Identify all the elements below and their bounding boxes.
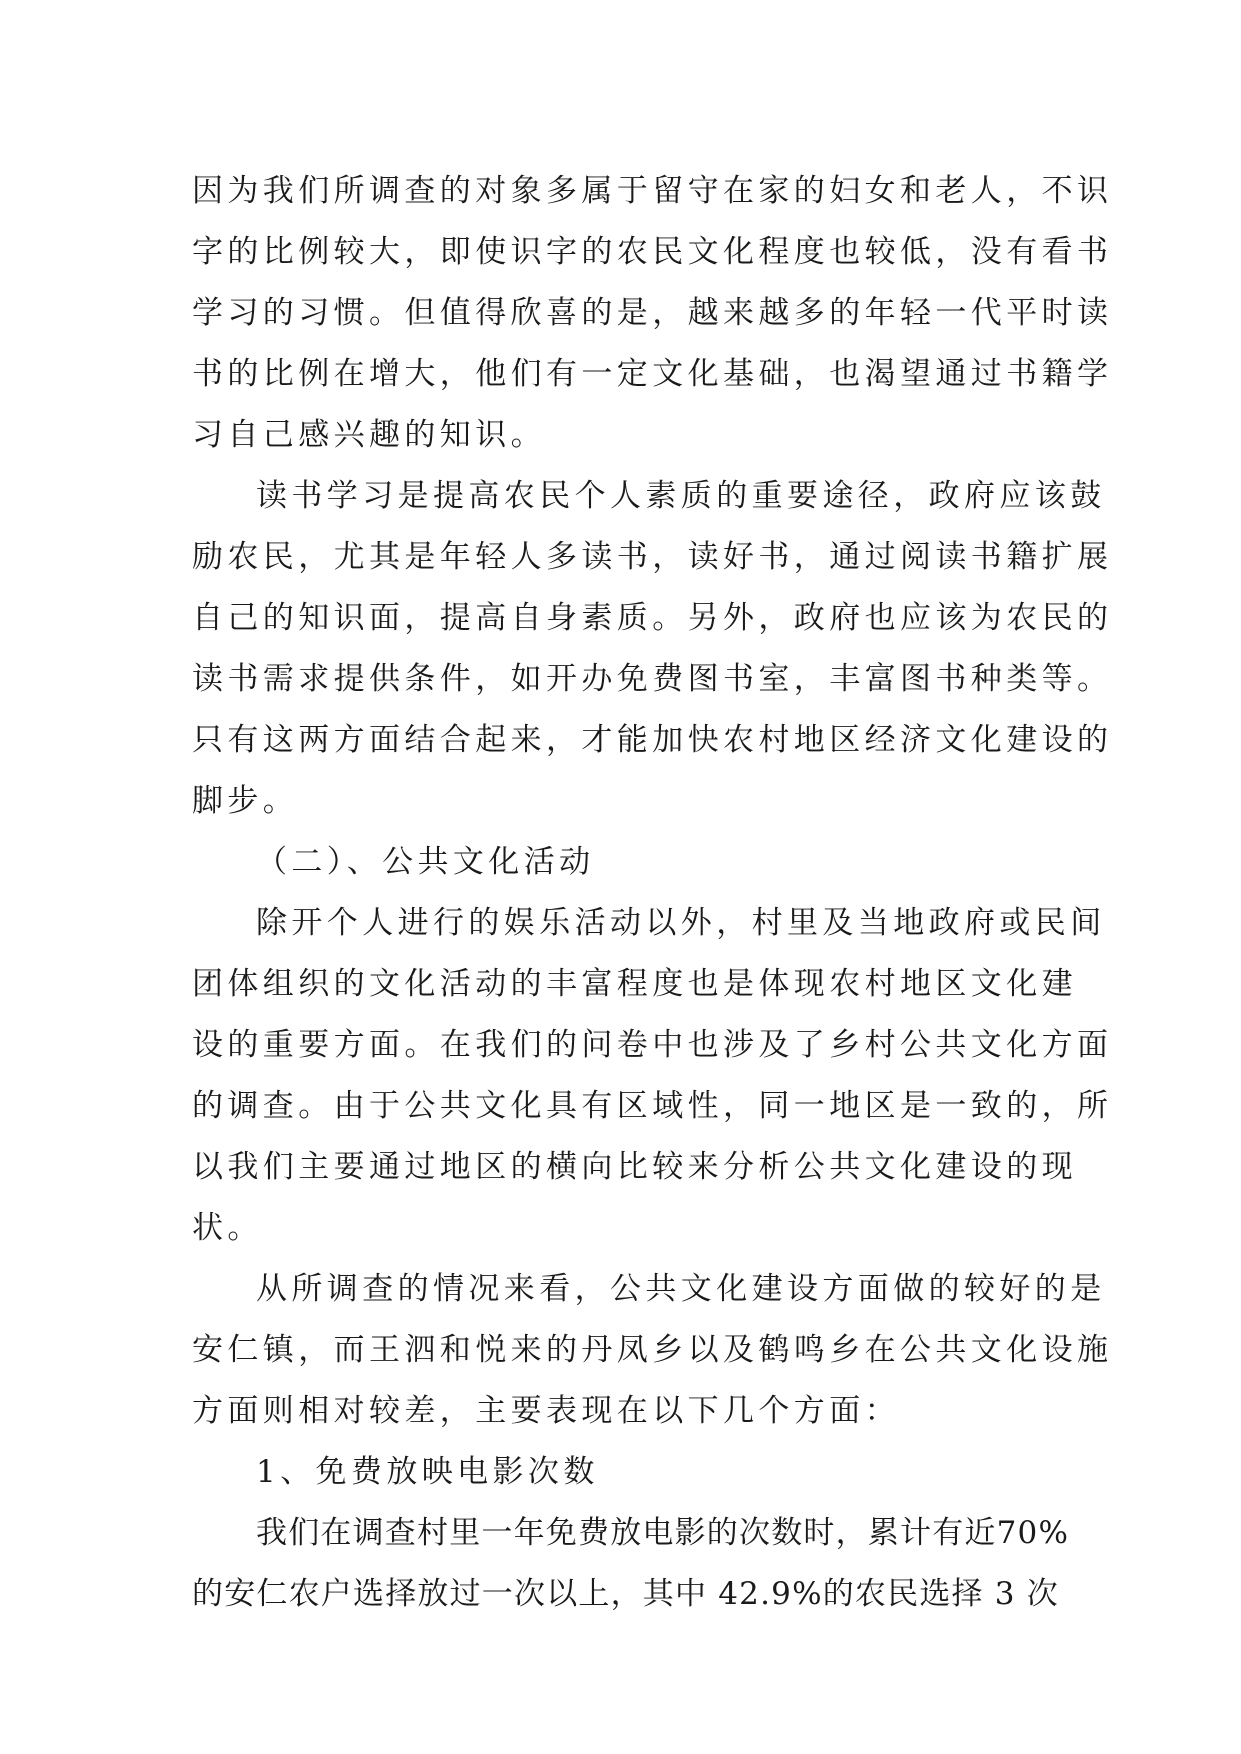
paragraph-line: 学习的习惯。但值得欣喜的是，越来越多的年轻一代平时读 (192, 295, 1113, 331)
paragraph-line: 我们在调查村里一年免费放电影的次数时，累计有近70% (256, 1515, 1070, 1551)
paragraph-line: 团体组织的文化活动的丰富程度也是体现农村地区文化建 (192, 966, 1077, 1002)
paragraph-line: 以我们主要通过地区的横向比较来分析公共文化建设的现 (192, 1149, 1077, 1185)
paragraph-line: 读书学习是提高农民个人素质的重要途径，政府应该鼓 (256, 478, 1106, 514)
paragraph-line: 状。 (192, 1210, 263, 1246)
paragraph-line: 书的比例在增大，他们有一定文化基础，也渴望通过书籍学 (192, 356, 1113, 392)
section-heading: （二）、公共文化活动 (256, 844, 595, 880)
paragraph-line: 自己的知识面，提高自身素质。另外，政府也应该为农民的 (192, 600, 1113, 636)
subsection-heading: 1、免费放映电影次数 (256, 1454, 599, 1490)
paragraph-line: 只有这两方面结合起来，才能加快农村地区经济文化建设的 (192, 722, 1113, 758)
paragraph-line: 安仁镇，而王泗和悦来的丹凤乡以及鹤鸣乡在公共文化设施 (192, 1332, 1113, 1368)
paragraph-line: 读书需求提供条件，如开办免费图书室，丰富图书种类等。 (192, 661, 1113, 697)
paragraph-line: 励农民，尤其是年轻人多读书，读好书，通过阅读书籍扩展 (192, 539, 1113, 575)
paragraph-line: 字的比例较大，即使识字的农民文化程度也较低，没有看书 (192, 234, 1113, 270)
paragraph-line: 方面则相对较差，主要表现在以下几个方面： (192, 1393, 900, 1429)
paragraph-line: 因为我们所调查的对象多属于留守在家的妇女和老人，不识 (192, 173, 1113, 209)
paragraph-line: 的调查。由于公共文化具有区域性，同一地区是一致的，所 (192, 1088, 1113, 1124)
paragraph-line: 脚步。 (192, 783, 299, 819)
document-body (192, 161, 1113, 1625)
paragraph-line: 从所调查的情况来看，公共文化建设方面做的较好的是 (256, 1271, 1106, 1307)
paragraph-line: 设的重要方面。在我们的问卷中也涉及了乡村公共文化方面 (192, 1027, 1113, 1063)
paragraph-line: 除开个人进行的娱乐活动以外，村里及当地政府或民间 (256, 905, 1106, 941)
paragraph-line: 的安仁农户选择放过一次以上，其中 42.9%的农民选择 3 次 (192, 1576, 1059, 1612)
paragraph-line: 习自己感兴趣的知识。 (192, 417, 546, 453)
